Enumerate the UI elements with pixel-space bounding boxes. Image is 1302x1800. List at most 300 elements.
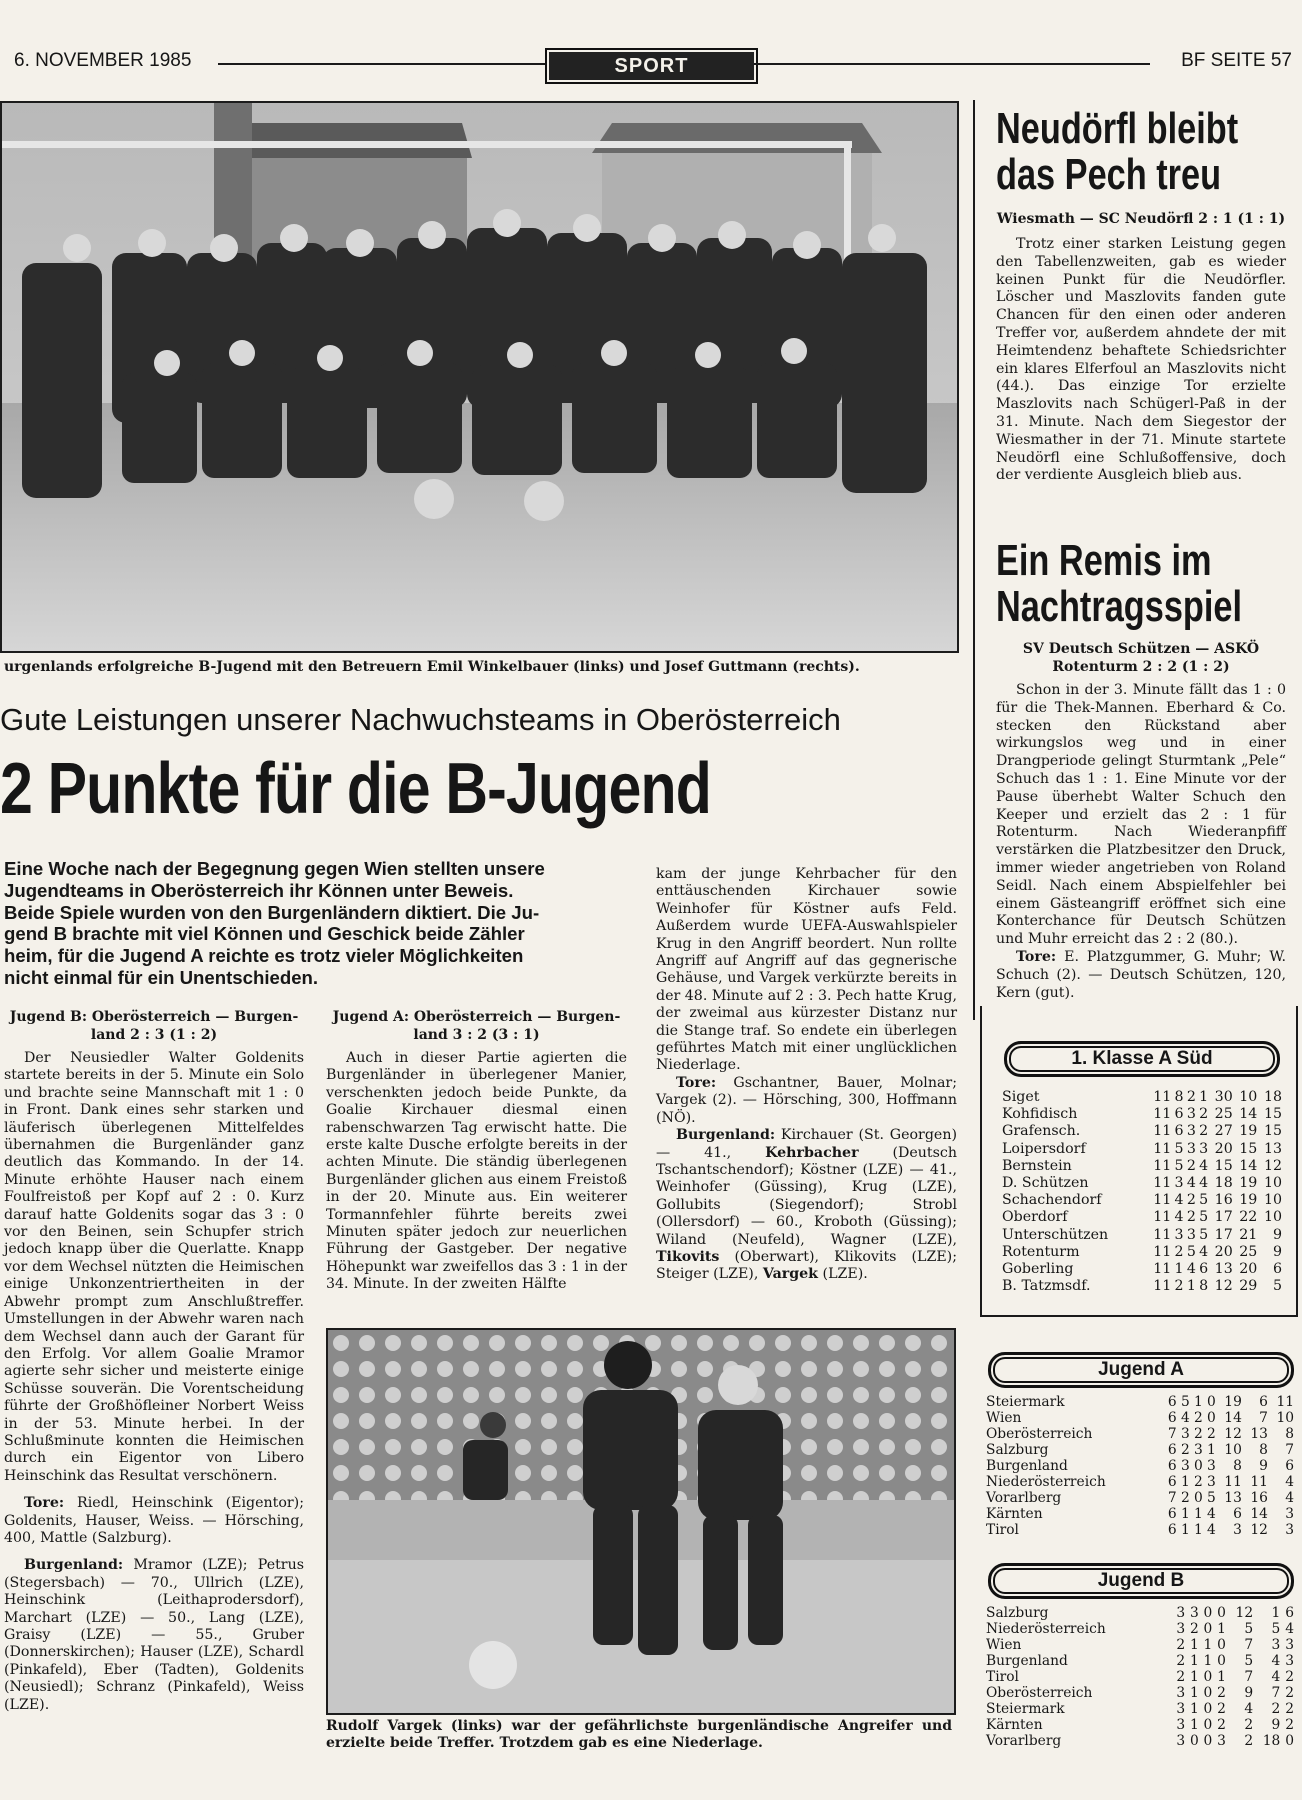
stat-cell: 19 xyxy=(1239,1192,1258,1209)
lineup-text: Mramor (LZE); Petrus (Stegersbach) — 70., Ullrich (LZE), Heinschink (Leithaprodersdorf), Marchart (LZE) — 50., Lang (LZE), Graisy (LZE) — 55., Gruber (Donnerskirchen); Hauser (LZE), Schardl (Pinkafeld), Eber (Tadten), Goldenits (Neusiedl); Schranz (Pinkafeld), Weiss (LZE). xyxy=(4,1557,304,1713)
table-row xyxy=(986,1490,1294,1506)
table-row xyxy=(986,1717,1294,1733)
team-name-cell: Grafensch. xyxy=(1002,1123,1081,1140)
stat-cell: 2 xyxy=(1186,1157,1196,1174)
stat-cell: 11 xyxy=(1153,1243,1172,1260)
stat-cell: 7 xyxy=(1285,1442,1294,1458)
lead-line: nicht einmal für ein Unentschieden. xyxy=(4,966,319,988)
stat-cell: 14 xyxy=(1239,1157,1258,1174)
sidebar-article-2 xyxy=(996,538,1286,1002)
table-row xyxy=(986,1522,1294,1538)
stat-cell: 17 xyxy=(1214,1209,1233,1226)
stat-cell: 3 xyxy=(1176,1605,1186,1621)
stat-cell: 3 xyxy=(1186,1106,1196,1123)
stat-cell: 6 xyxy=(1259,1394,1268,1410)
stat-cell: 11 xyxy=(1153,1123,1172,1140)
stat-cell: 3 xyxy=(1199,1140,1209,1157)
standings-table-jugend-b xyxy=(986,1605,1294,1749)
stat-cell: 0 xyxy=(1203,1669,1213,1685)
stat-cell: 2 xyxy=(1285,1717,1294,1733)
stat-cell: 3 xyxy=(1180,1426,1190,1442)
stat-cell: 0 xyxy=(1193,1490,1203,1506)
stat-cell: 1 xyxy=(1217,1669,1226,1685)
stat-cell: 4 xyxy=(1285,1474,1294,1490)
team-name-cell: Wien xyxy=(986,1637,1022,1653)
stat-cell: 3 xyxy=(1176,1733,1186,1749)
table-row xyxy=(986,1621,1294,1637)
stat-cell: 1 xyxy=(1199,1089,1209,1105)
stat-cell: 2 xyxy=(1285,1669,1294,1685)
stat-cell: 1 xyxy=(1180,1506,1190,1522)
stat-cell: 12 xyxy=(1235,1605,1254,1621)
stat-cell: 3 xyxy=(1176,1685,1186,1701)
stat-cell: 0 xyxy=(1207,1394,1216,1410)
table-row xyxy=(1002,1278,1282,1295)
stat-cell: 16 xyxy=(1214,1192,1233,1209)
stat-cell: 0 xyxy=(1203,1685,1213,1701)
table-row xyxy=(986,1701,1294,1717)
stat-cell: 3 xyxy=(1285,1653,1294,1669)
stat-cell: 7 xyxy=(1271,1685,1281,1701)
stat-cell: 6 xyxy=(1167,1458,1177,1474)
stat-cell: 3 xyxy=(1189,1605,1199,1621)
table-row xyxy=(1002,1192,1282,1209)
stat-cell: 3 xyxy=(1180,1458,1190,1474)
action-photo xyxy=(326,1328,956,1715)
stat-cell: 2 xyxy=(1186,1209,1196,1226)
stat-cell: 2 xyxy=(1186,1192,1196,1209)
team-name-cell: Kärnten xyxy=(986,1506,1043,1522)
stat-cell: 5 xyxy=(1199,1226,1209,1243)
stat-cell: 12 xyxy=(1224,1426,1242,1442)
stat-cell: 2 xyxy=(1217,1701,1226,1717)
stat-cell: 29 xyxy=(1239,1278,1258,1295)
col1-lineup xyxy=(4,1557,304,1714)
standings-table-jugend-a xyxy=(986,1394,1294,1538)
stat-cell: 8 xyxy=(1174,1089,1184,1105)
table-frame-right xyxy=(1296,1006,1298,1316)
stat-cell: 0 xyxy=(1207,1410,1216,1426)
stat-cell: 25 xyxy=(1239,1243,1258,1260)
table-row xyxy=(986,1410,1294,1426)
lead-line: heim, für die Jugend A reichte es trotz vieler Möglichkeiten xyxy=(4,945,524,967)
stat-cell: 5 xyxy=(1199,1209,1209,1226)
stat-cell: 5 xyxy=(1271,1621,1281,1637)
stat-cell: 4 xyxy=(1174,1209,1184,1226)
stat-cell: 2 xyxy=(1285,1701,1294,1717)
stat-cell: 10 xyxy=(1263,1209,1282,1226)
stat-cell: 3 xyxy=(1186,1140,1196,1157)
action-photo-graphic xyxy=(328,1330,954,1713)
team-name-cell: Tirol xyxy=(986,1669,1019,1685)
table-row xyxy=(1002,1106,1282,1123)
player-name: Tikovits xyxy=(656,1248,720,1265)
stat-cell: 4 xyxy=(1199,1157,1209,1174)
stat-cell: 2 xyxy=(1217,1717,1226,1733)
table-row xyxy=(1002,1209,1282,1226)
table-row xyxy=(1002,1227,1282,1244)
lead-line: gend B brachte mit viel Können und Geschick beide Zähler xyxy=(4,923,525,945)
sidebar-headline-line: Nachtragsspiel xyxy=(996,582,1243,631)
team-name-cell: Burgenland xyxy=(986,1653,1068,1669)
stat-cell: 13 xyxy=(1224,1490,1242,1506)
table-row xyxy=(1002,1141,1282,1158)
stat-cell: 3 xyxy=(1233,1522,1242,1538)
lead-line: Beide Spiele wurden von den Burgenländern diktiert. Die Ju- xyxy=(4,901,540,923)
player-name: Kehrbacher xyxy=(765,1144,859,1161)
article-column-1 xyxy=(4,1008,304,1714)
team-name-cell: Kohfidisch xyxy=(1002,1106,1078,1123)
section-label: SPORT xyxy=(614,55,689,77)
stat-cell: 10 xyxy=(1263,1192,1282,1209)
team-name-cell: Kärnten xyxy=(986,1717,1043,1733)
stat-cell: 5 xyxy=(1244,1621,1254,1637)
stat-cell: 0 xyxy=(1193,1458,1203,1474)
team-name-cell: Loipersdorf xyxy=(1002,1140,1086,1157)
table-row xyxy=(1002,1175,1282,1192)
stat-cell: 11 xyxy=(1250,1474,1268,1490)
stat-cell: 2 xyxy=(1180,1442,1190,1458)
table-row xyxy=(1002,1244,1282,1261)
table-row xyxy=(986,1442,1294,1458)
table-row xyxy=(986,1637,1294,1653)
table-row xyxy=(986,1426,1294,1442)
stat-cell: 7 xyxy=(1244,1637,1254,1653)
team-name-cell: Rotenturm xyxy=(1002,1243,1080,1260)
stat-cell: 15 xyxy=(1263,1123,1282,1140)
stat-cell: 2 xyxy=(1199,1106,1209,1123)
stat-cell: 6 xyxy=(1285,1605,1294,1621)
table-title-pill xyxy=(988,1352,1294,1388)
team-photo xyxy=(0,101,959,653)
stat-cell: 3 xyxy=(1193,1442,1203,1458)
stat-cell: 6 xyxy=(1167,1442,1177,1458)
team-photo-caption: urgenlands erfolgreiche B-Jugend mit den Betreuern Emil Winkelbauer (links) und Josef Guttmann (rechts). xyxy=(4,659,860,675)
col1-subhead: Jugend B: Oberösterreich — Burgen- land 2 : 3 (1 : 2) xyxy=(9,1009,299,1043)
col2-subhead: Jugend A: Oberösterreich — Burgen- land 3 : 2 (3 : 1) xyxy=(332,1009,621,1043)
stat-cell: 9 xyxy=(1271,1717,1281,1733)
team-name-cell: Wien xyxy=(986,1410,1022,1426)
stat-cell: 6 xyxy=(1174,1106,1184,1123)
stat-cell: 3 xyxy=(1186,1123,1196,1140)
stat-cell: 0 xyxy=(1203,1717,1213,1733)
stat-cell: 6 xyxy=(1167,1506,1177,1522)
table-title-pill xyxy=(1004,1041,1280,1077)
sidebar-article-1 xyxy=(996,106,1286,485)
stat-cell: 1 xyxy=(1203,1653,1213,1669)
stat-cell: 11 xyxy=(1153,1226,1172,1243)
table-row xyxy=(986,1653,1294,1669)
stat-cell: 2 xyxy=(1271,1701,1281,1717)
col2-body: Auch in dieser Partie agierten die Burgenländer in überlegener Manier, verschenkten jedoch beide Punkte, da Goalie Kirchauer diesmal einen rabenschwarzen Tag erwischt hatte. Die erste kalte Dusche erfolgte bereits in der achten Minute. Die ständig überlegenen Burgenländer glichen aus einem Freistoß in der 20. Minute aus. Ein weiterer Tormannfehler führte bereits zwei Minuten später jedoch zur neuerlichen Führung der Gastgeber. Der negative Höhepunkt war zweifellos das 3 : 1 in der 34. Minute. In der zweiten Hälfte xyxy=(326,1050,627,1293)
team-name-cell: Goberling xyxy=(1002,1261,1074,1278)
tore-label: Tore: xyxy=(24,1495,65,1512)
stat-cell: 6 xyxy=(1167,1522,1177,1538)
stat-cell: 2 xyxy=(1174,1243,1184,1260)
stat-cell: 1 xyxy=(1193,1522,1203,1538)
stat-cell: 5 xyxy=(1272,1278,1282,1295)
lineup-text: Kirchauer (St. Georgen) — 41., xyxy=(656,1127,957,1161)
stat-cell: 2 xyxy=(1193,1474,1203,1490)
stat-cell: 9 xyxy=(1272,1243,1282,1260)
team-name-cell: B. Tatzmsdf. xyxy=(1002,1278,1091,1295)
action-photo-caption: Rudolf Vargek (links) war der gefährlichste burgenländische Angreifer und erzielte beide Treffer. Trotzdem gab es eine Niederlage. xyxy=(326,1718,952,1751)
lineup-text: (Oberwart), Klikovits (LZE); Steiger (LZE), xyxy=(656,1248,957,1283)
stat-cell: 5 xyxy=(1207,1490,1216,1506)
stat-cell: 0 xyxy=(1217,1637,1226,1653)
stat-cell: 13 xyxy=(1263,1140,1282,1157)
table-row xyxy=(1002,1261,1282,1278)
lead-paragraph xyxy=(4,858,632,989)
stat-cell: 14 xyxy=(1239,1106,1258,1123)
stat-cell: 6 xyxy=(1285,1458,1294,1474)
stat-cell: 3 xyxy=(1174,1226,1184,1243)
player-name: Vargek xyxy=(762,1266,819,1283)
stat-cell: 9 xyxy=(1272,1226,1282,1243)
stat-cell: 2 xyxy=(1176,1637,1186,1653)
stat-cell: 2 xyxy=(1285,1685,1294,1701)
stat-cell: 0 xyxy=(1203,1605,1213,1621)
team-name-cell: Burgenland xyxy=(986,1458,1068,1474)
stat-cell: 2 xyxy=(1207,1426,1216,1442)
standings-table xyxy=(986,1394,1294,1538)
stat-cell: 14 xyxy=(1224,1410,1242,1426)
stat-cell: 19 xyxy=(1239,1175,1258,1192)
team-name-cell: Steiermark xyxy=(986,1701,1065,1717)
sidebar-headline-line: Ein Remis im xyxy=(996,536,1212,585)
stat-cell: 5 xyxy=(1186,1243,1196,1260)
stat-cell: 4 xyxy=(1199,1243,1209,1260)
stat-cell: 4 xyxy=(1186,1175,1196,1192)
stat-cell: 7 xyxy=(1259,1410,1268,1426)
stat-cell: 0 xyxy=(1217,1605,1226,1621)
headline: 2 Punkte für die B-Jugend xyxy=(0,749,712,829)
stat-cell: 10 xyxy=(1276,1410,1294,1426)
table-row xyxy=(986,1669,1294,1685)
stat-cell: 19 xyxy=(1224,1394,1242,1410)
sidebar-divider xyxy=(973,100,975,1020)
lead-line: Eine Woche nach der Begegnung gegen Wien stellten unsere xyxy=(4,858,545,879)
stat-cell: 6 xyxy=(1272,1261,1282,1278)
stat-cell: 2 xyxy=(1199,1123,1209,1140)
table-title: Jugend A xyxy=(1098,1359,1184,1380)
stat-cell: 2 xyxy=(1193,1426,1203,1442)
stat-cell: 3 xyxy=(1271,1637,1281,1653)
lineup-label: Burgenland: xyxy=(24,1557,124,1574)
stat-cell: 13 xyxy=(1250,1426,1268,1442)
stat-cell: 1 xyxy=(1174,1261,1184,1278)
team-name-cell: Niederösterreich xyxy=(986,1474,1106,1490)
stat-cell: 7 xyxy=(1244,1669,1254,1685)
lineup-text: (LZE). xyxy=(822,1266,868,1283)
stat-cell: 7 xyxy=(1167,1426,1177,1442)
page-number: BF SEITE 57 xyxy=(1181,50,1292,71)
stat-cell: 10 xyxy=(1239,1089,1258,1105)
tore-label: Tore: xyxy=(1016,948,1057,965)
stat-cell: 1 xyxy=(1203,1637,1213,1653)
sidebar-subhead: SV Deutsch Schützen — ASKÖ Rotenturm 2 : 2 (1 : 2) xyxy=(1022,641,1260,675)
stat-cell: 11 xyxy=(1153,1261,1172,1278)
header-rule-right xyxy=(754,63,1150,65)
tore-text: Riedl, Heinschink (Eigentor); Goldenits, Hauser, Weiss. — Hörsching, 400, Mattle (Salzburg). xyxy=(4,1495,304,1546)
sidebar-body: Schon in der 3. Minute fällt das 1 : 0 für die Thek-Mannen. Eberhard & Co. stecken den Rückstand aber wirkungslos weg und in einer Drangperiode gelingt Sturmtank „Pele“ Schuch das 1 : 1. Eine Minute vor der Pause überhebt Walter Schuch den Keeper und erzielt das 2 : 1 für Rotenturm. Nach Wiederanpfiff verstärken die Platzbesitzer den Druck, immer wieder angetrieben von Roland Seidl. Nach einem Abspielfehler bei einem Gästeangriff eröffnet sich eine Konterchance für Deutsch Schützen und Muhr erreicht das 2 : 2 (80.). xyxy=(996,682,1286,948)
col3-lineup xyxy=(656,1127,957,1284)
team-name-cell: Niederösterreich xyxy=(986,1621,1106,1637)
standings-table xyxy=(1002,1089,1282,1295)
tore-text: E. Platzgummer, G. Muhr; W. Schuch (2). — Deutsch Schützen, 120, Kern (gut). xyxy=(996,948,1286,1001)
stat-cell: 2 xyxy=(1244,1717,1254,1733)
stat-cell: 0 xyxy=(1203,1701,1213,1717)
stat-cell: 1 xyxy=(1207,1442,1216,1458)
col1-tore xyxy=(4,1495,304,1547)
stat-cell: 16 xyxy=(1250,1490,1268,1506)
stat-cell: 0 xyxy=(1285,1733,1294,1749)
stat-cell: 1 xyxy=(1189,1717,1199,1733)
team-name-cell: Bernstein xyxy=(1002,1157,1072,1174)
stat-cell: 11 xyxy=(1224,1474,1242,1490)
stat-cell: 6 xyxy=(1233,1506,1242,1522)
team-name-cell: D. Schützen xyxy=(1002,1175,1089,1192)
team-name-cell: Oberösterreich xyxy=(986,1426,1093,1442)
table-row xyxy=(1002,1158,1282,1175)
stat-cell: 5 xyxy=(1180,1394,1190,1410)
stat-cell: 6 xyxy=(1167,1394,1177,1410)
table-row xyxy=(986,1605,1294,1621)
stat-cell: 1 xyxy=(1189,1685,1199,1701)
stat-cell: 0 xyxy=(1217,1653,1226,1669)
team-name-cell: Steiermark xyxy=(986,1394,1065,1410)
stat-cell: 4 xyxy=(1271,1669,1281,1685)
stat-cell: 5 xyxy=(1244,1653,1254,1669)
table-row xyxy=(986,1394,1294,1410)
stat-cell: 0 xyxy=(1203,1621,1213,1637)
stat-cell: 12 xyxy=(1214,1278,1233,1295)
team-name-cell: Salzburg xyxy=(986,1605,1049,1621)
stat-cell: 18 xyxy=(1263,1089,1282,1105)
stat-cell: 4 xyxy=(1174,1192,1184,1209)
tore-label: Tore: xyxy=(676,1074,717,1091)
sidebar-tore xyxy=(996,949,1286,1002)
stat-cell: 11 xyxy=(1153,1209,1172,1226)
stat-cell: 3 xyxy=(1176,1621,1186,1637)
sidebar-body: Trotz einer starken Leistung gegen den Tabellenzweiten, gab es wieder keinen Punkt für die Neudörfler. Löscher und Maszlovits fanden gute Chancen für den einen oder anderen Treffer vor, außerdem ahndete der mit Heimtendenz behaftete Schiedsrichter ein klares Elferfoul an Maszlovits nicht (44.). Das einzige Tor erzielte Maszlovits nach Schügerl-Paß in der 31. Minute. Nach dem Siegestor der Wiesmather in der 71. Minute startete Neudörfl eine Schlußoffensive, doch der verdiente Ausgleich blieb aus. xyxy=(996,236,1286,484)
stat-cell: 3 xyxy=(1285,1506,1294,1522)
stat-cell: 2 xyxy=(1176,1653,1186,1669)
team-name-cell: Siget xyxy=(1002,1089,1040,1105)
table-title: Jugend B xyxy=(1097,1570,1185,1591)
table-title: 1. Klasse A Süd xyxy=(1071,1048,1213,1069)
team-name-cell: Vorarlberg xyxy=(986,1490,1062,1506)
stat-cell: 2 xyxy=(1193,1410,1203,1426)
stat-cell: 4 xyxy=(1271,1653,1281,1669)
stat-cell: 11 xyxy=(1153,1278,1172,1295)
stat-cell: 5 xyxy=(1199,1192,1209,1209)
table-row xyxy=(986,1685,1294,1701)
stat-cell: 0 xyxy=(1203,1733,1213,1749)
stat-cell: 12 xyxy=(1250,1522,1268,1538)
stat-cell: 3 xyxy=(1186,1226,1196,1243)
standings-table xyxy=(986,1605,1294,1749)
stat-cell: 1 xyxy=(1217,1621,1226,1637)
stat-cell: 6 xyxy=(1199,1261,1209,1278)
stat-cell: 4 xyxy=(1199,1175,1209,1192)
stat-cell: 15 xyxy=(1239,1140,1258,1157)
stat-cell: 22 xyxy=(1239,1209,1258,1226)
table-title-pill xyxy=(988,1563,1294,1599)
stat-cell: 12 xyxy=(1263,1157,1282,1174)
stat-cell: 14 xyxy=(1250,1506,1268,1522)
standings-table-klasse-a-sued xyxy=(1002,1089,1282,1295)
stat-cell: 2 xyxy=(1186,1089,1196,1105)
lineup-text: (Deutsch Tschantschendorf); Köstner (LZE) — 41., Weinhofer (Güssing), Krug (LZE), Gollubits (Siegendorf); Strobl (Ollersdorf) — 60., Kroboth (Güssing); Wiland (Neufeld), Wagner (LZE), xyxy=(656,1144,957,1248)
team-name-cell: Unterschützen xyxy=(1002,1226,1109,1243)
stat-cell: 8 xyxy=(1259,1442,1268,1458)
section-label-box xyxy=(545,48,758,84)
stat-cell: 27 xyxy=(1214,1123,1233,1140)
stat-cell: 15 xyxy=(1214,1157,1233,1174)
stat-cell: 1 xyxy=(1186,1278,1196,1295)
team-name-cell: Vorarlberg xyxy=(986,1733,1062,1749)
stat-cell: 1 xyxy=(1180,1474,1190,1490)
table-row xyxy=(986,1474,1294,1490)
stat-cell: 3 xyxy=(1285,1522,1294,1538)
stat-cell: 25 xyxy=(1214,1106,1233,1123)
table-frame-left xyxy=(980,1006,982,1316)
stat-cell: 21 xyxy=(1239,1226,1258,1243)
stat-cell: 3 xyxy=(1207,1458,1216,1474)
stat-cell: 11 xyxy=(1153,1175,1172,1192)
stat-cell: 11 xyxy=(1153,1192,1172,1209)
col3-tore xyxy=(656,1075,957,1127)
table-row xyxy=(986,1733,1294,1749)
team-name-cell: Tirol xyxy=(986,1522,1019,1538)
stat-cell: 4 xyxy=(1285,1621,1294,1637)
stat-cell: 18 xyxy=(1262,1733,1281,1749)
sidebar-subhead: Wiesmath — SC Neudörfl 2 : 1 (1 : 1) xyxy=(996,211,1286,227)
stat-cell: 0 xyxy=(1189,1733,1199,1749)
stat-cell: 11 xyxy=(1153,1140,1172,1157)
stat-cell: 9 xyxy=(1244,1685,1254,1701)
team-name-cell: Schachendorf xyxy=(1002,1192,1102,1209)
lead-line: Jugendteams in Oberösterreich ihr Können unter Beweis. xyxy=(4,879,514,901)
team-name-cell: Salzburg xyxy=(986,1442,1049,1458)
stat-cell: 1 xyxy=(1189,1653,1199,1669)
stat-cell: 11 xyxy=(1153,1106,1172,1123)
stat-cell: 1 xyxy=(1271,1605,1281,1621)
stat-cell: 8 xyxy=(1199,1278,1209,1295)
stat-cell: 4 xyxy=(1180,1410,1190,1426)
table-row xyxy=(986,1458,1294,1474)
stat-cell: 10 xyxy=(1263,1175,1282,1192)
stat-cell: 10 xyxy=(1224,1442,1242,1458)
stat-cell: 4 xyxy=(1285,1490,1294,1506)
stat-cell: 2 xyxy=(1176,1669,1186,1685)
stat-cell: 2 xyxy=(1217,1685,1226,1701)
stat-cell: 6 xyxy=(1167,1410,1177,1426)
stat-cell: 5 xyxy=(1174,1157,1184,1174)
table-row xyxy=(1002,1123,1282,1140)
article-column-2 xyxy=(326,1008,627,1294)
team-name-cell: Oberdorf xyxy=(1002,1209,1068,1226)
table-frame-bottom xyxy=(980,1315,1298,1317)
team-name-cell: Oberösterreich xyxy=(986,1685,1093,1701)
sidebar-headline-line: Neudörfl bleibt xyxy=(996,104,1239,153)
stat-cell: 4 xyxy=(1244,1701,1254,1717)
stat-cell: 17 xyxy=(1214,1226,1233,1243)
kicker: Gute Leistungen unserer Nachwuchsteams in Oberösterreich xyxy=(0,702,841,737)
stat-cell: 11 xyxy=(1153,1157,1172,1174)
issue-date: 6. NOVEMBER 1985 xyxy=(14,50,192,71)
